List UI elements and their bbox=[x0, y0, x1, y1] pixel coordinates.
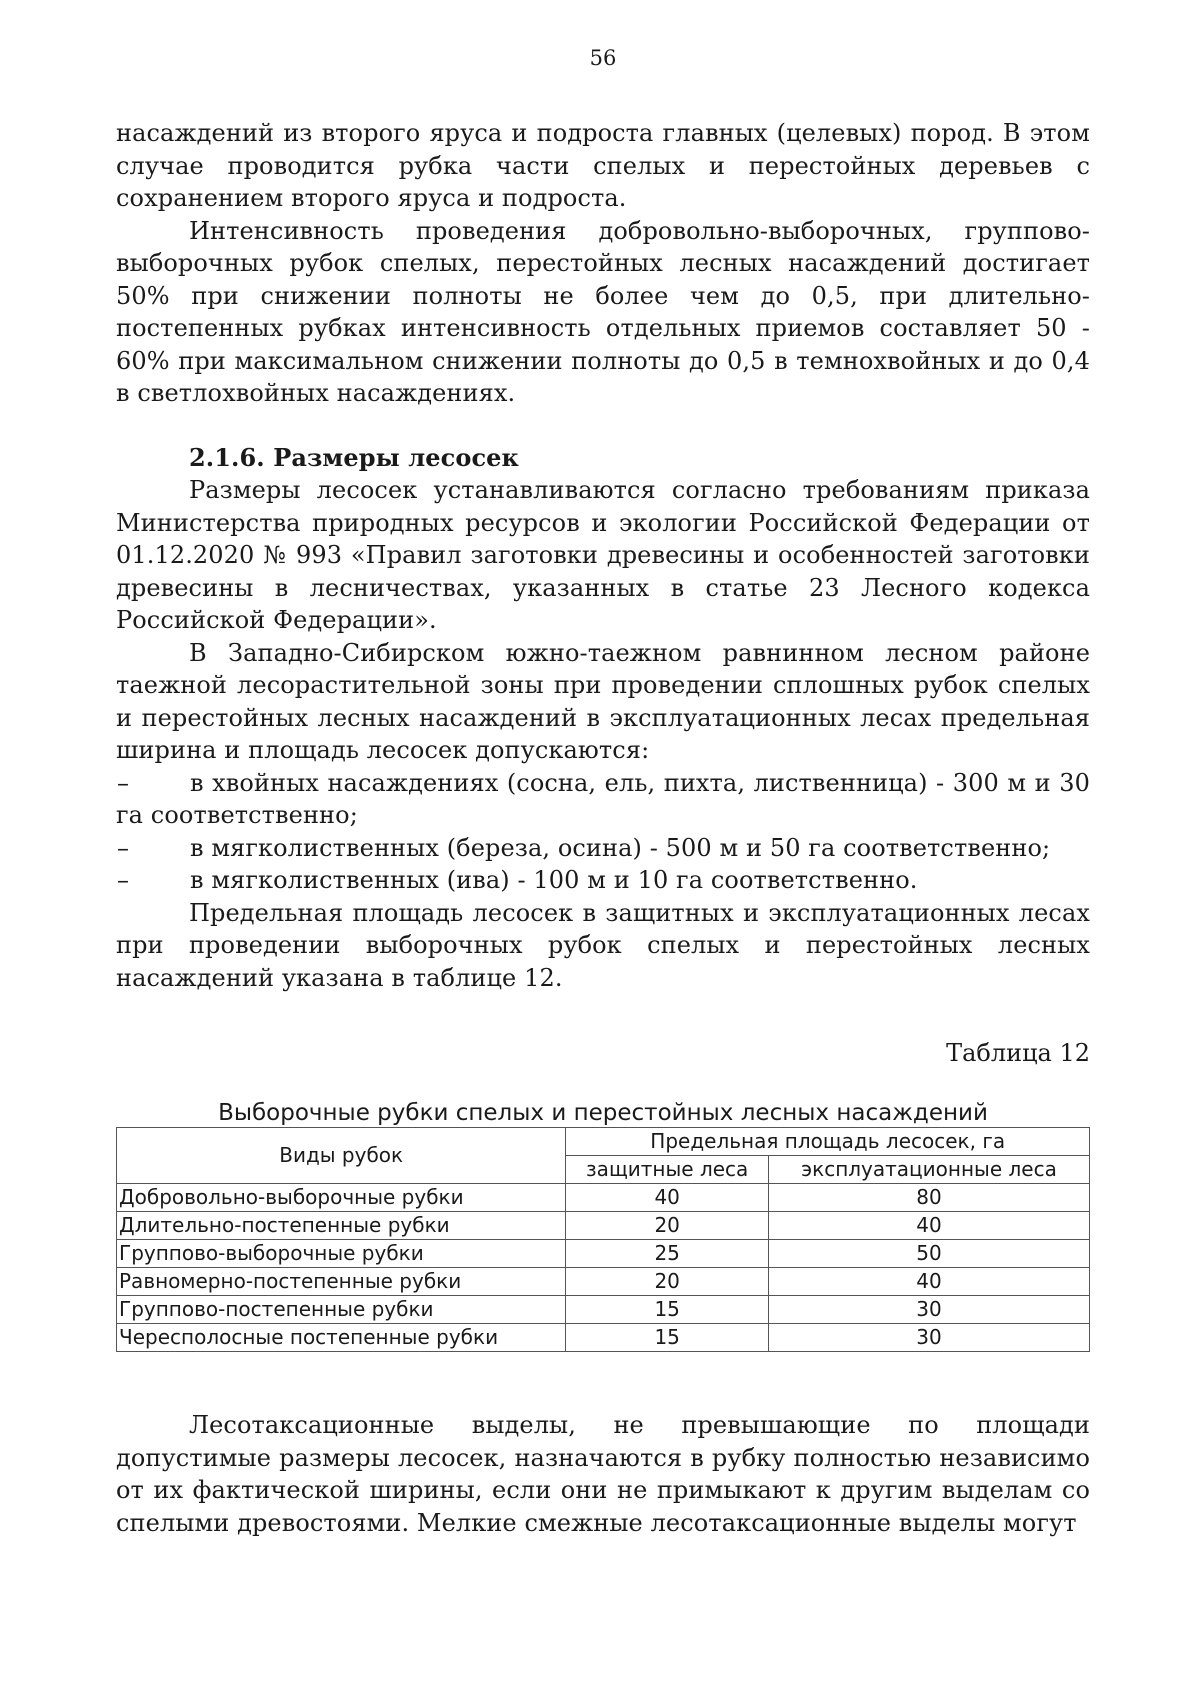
header-max-area: Предельная площадь лесосек, га bbox=[566, 1128, 1090, 1156]
exploitation-area: 40 bbox=[768, 1268, 1089, 1296]
protective-area: 20 bbox=[566, 1212, 769, 1240]
paragraph-regulation: Размеры лесосек устанавливаются согласно требованиям приказа Министерства природных ресурсов и экологии Российской Федерации от 01.12.2020 № 993 «Правил заготовки древесины и особенностей заготовки древесины в лесничествах, указанных в статье 23 Лесного кодекса Российской Федерации». bbox=[116, 476, 1090, 634]
cut-type-name: Длительно-постепенные рубки bbox=[117, 1212, 566, 1240]
dash-bullet: – bbox=[117, 866, 130, 894]
table-row bbox=[117, 1212, 1090, 1240]
cut-type-name: Добровольно-выборочные рубки bbox=[117, 1184, 566, 1212]
dash-bullet: – bbox=[117, 833, 130, 862]
section-heading: 2.1.6. Размеры лесосек bbox=[189, 442, 519, 472]
protective-area: 15 bbox=[566, 1324, 769, 1352]
table-row bbox=[117, 1296, 1090, 1324]
paragraph-region: В Западно-Сибирском южно-таежном равнинном лесном районе таежной лесорастительной зоны при проведении сплошных рубок спелых и перестойных лесных насаждений в эксплуатационных лесах предельная ширина и площадь лесосек допускаются: bbox=[116, 638, 1090, 764]
paragraph-intensity: Интенсивность проведения добровольно-выборочных, группово-выборочных рубок спелых, перестойных лесных насаждений достигает 50% при снижении полноты не более чем до 0,5, при длительно-постепенных рубках интенсивность отдельных приемов составляет 50 - 60% при максимальном снижении полноты до 0,5 в темнохвойных и до 0,4 в светлохвойных насаждениях. bbox=[116, 216, 1090, 407]
table-caption: Таблица 12 bbox=[946, 1039, 1090, 1067]
dash-item bbox=[116, 832, 1090, 865]
cut-type-name: Равномерно-постепенные рубки bbox=[117, 1268, 566, 1296]
exploitation-area: 80 bbox=[768, 1184, 1089, 1212]
dash-item bbox=[116, 767, 1090, 832]
cutting-area-table bbox=[116, 1127, 1090, 1352]
table-row bbox=[117, 1324, 1090, 1352]
cut-type-name: Группово-постепенные рубки bbox=[117, 1296, 566, 1324]
paragraph-table-reference: Предельная площадь лесосек в защитных и эксплуатационных лесах при проведении выборочных рубок спелых и перестойных лесных насаждений указана в таблице 12. bbox=[116, 898, 1090, 992]
table-title: Выборочные рубки спелых и перестойных лесных насаждений bbox=[218, 1100, 988, 1126]
header-cut-type: Виды рубок bbox=[117, 1128, 566, 1184]
dash-item-text: в мягколиственных (береза, осина) - 500 м и 50 га соответственно; bbox=[190, 833, 1051, 862]
paragraph-continuation: насаждений из второго яруса и подроста главных (целевых) пород. В этом случае проводится рубка части спелых и перестойных деревьев с сохранением второго яруса и подроста. bbox=[116, 119, 1090, 212]
page-number: 56 bbox=[589, 46, 617, 70]
dash-item-text: в мягколиственных (ива) - 100 м и 10 га соответственно. bbox=[190, 866, 918, 894]
exploitation-area: 50 bbox=[768, 1240, 1089, 1268]
upper-text-block bbox=[116, 117, 1090, 994]
protective-area: 40 bbox=[566, 1184, 769, 1212]
cut-type-name: Группово-выборочные рубки bbox=[117, 1240, 566, 1268]
header-protective-forests: защитные леса bbox=[566, 1156, 769, 1184]
table-row bbox=[117, 1184, 1090, 1212]
protective-area: 20 bbox=[566, 1268, 769, 1296]
table-header-row bbox=[117, 1128, 1090, 1156]
dash-bullet: – bbox=[117, 768, 130, 797]
exploitation-area: 30 bbox=[768, 1296, 1089, 1324]
protective-area: 25 bbox=[566, 1240, 769, 1268]
paragraph-allotments: Лесотаксационные выделы, не превышающие по площади допустимые размеры лесосек, назначаются в рубку полностью независимо от их фактической ширины, если они не примыкают к другим выделам со спелыми древостоями. Мелкие смежные лесотаксационные выделы могут bbox=[116, 1411, 1090, 1537]
protective-area: 15 bbox=[566, 1296, 769, 1324]
exploitation-area: 40 bbox=[768, 1212, 1089, 1240]
dash-item-text: в хвойных насаждениях (сосна, ель, пихта, лиственница) - 300 м и 30 га соответственно; bbox=[116, 768, 1090, 829]
table-row bbox=[117, 1240, 1090, 1268]
lower-text-block bbox=[116, 1409, 1090, 1539]
table-row bbox=[117, 1268, 1090, 1296]
dash-item bbox=[116, 864, 1090, 897]
header-exploitation-forests: эксплуатационные леса bbox=[768, 1156, 1089, 1184]
exploitation-area: 30 bbox=[768, 1324, 1089, 1352]
cut-type-name: Чересполосные постепенные рубки bbox=[117, 1324, 566, 1352]
